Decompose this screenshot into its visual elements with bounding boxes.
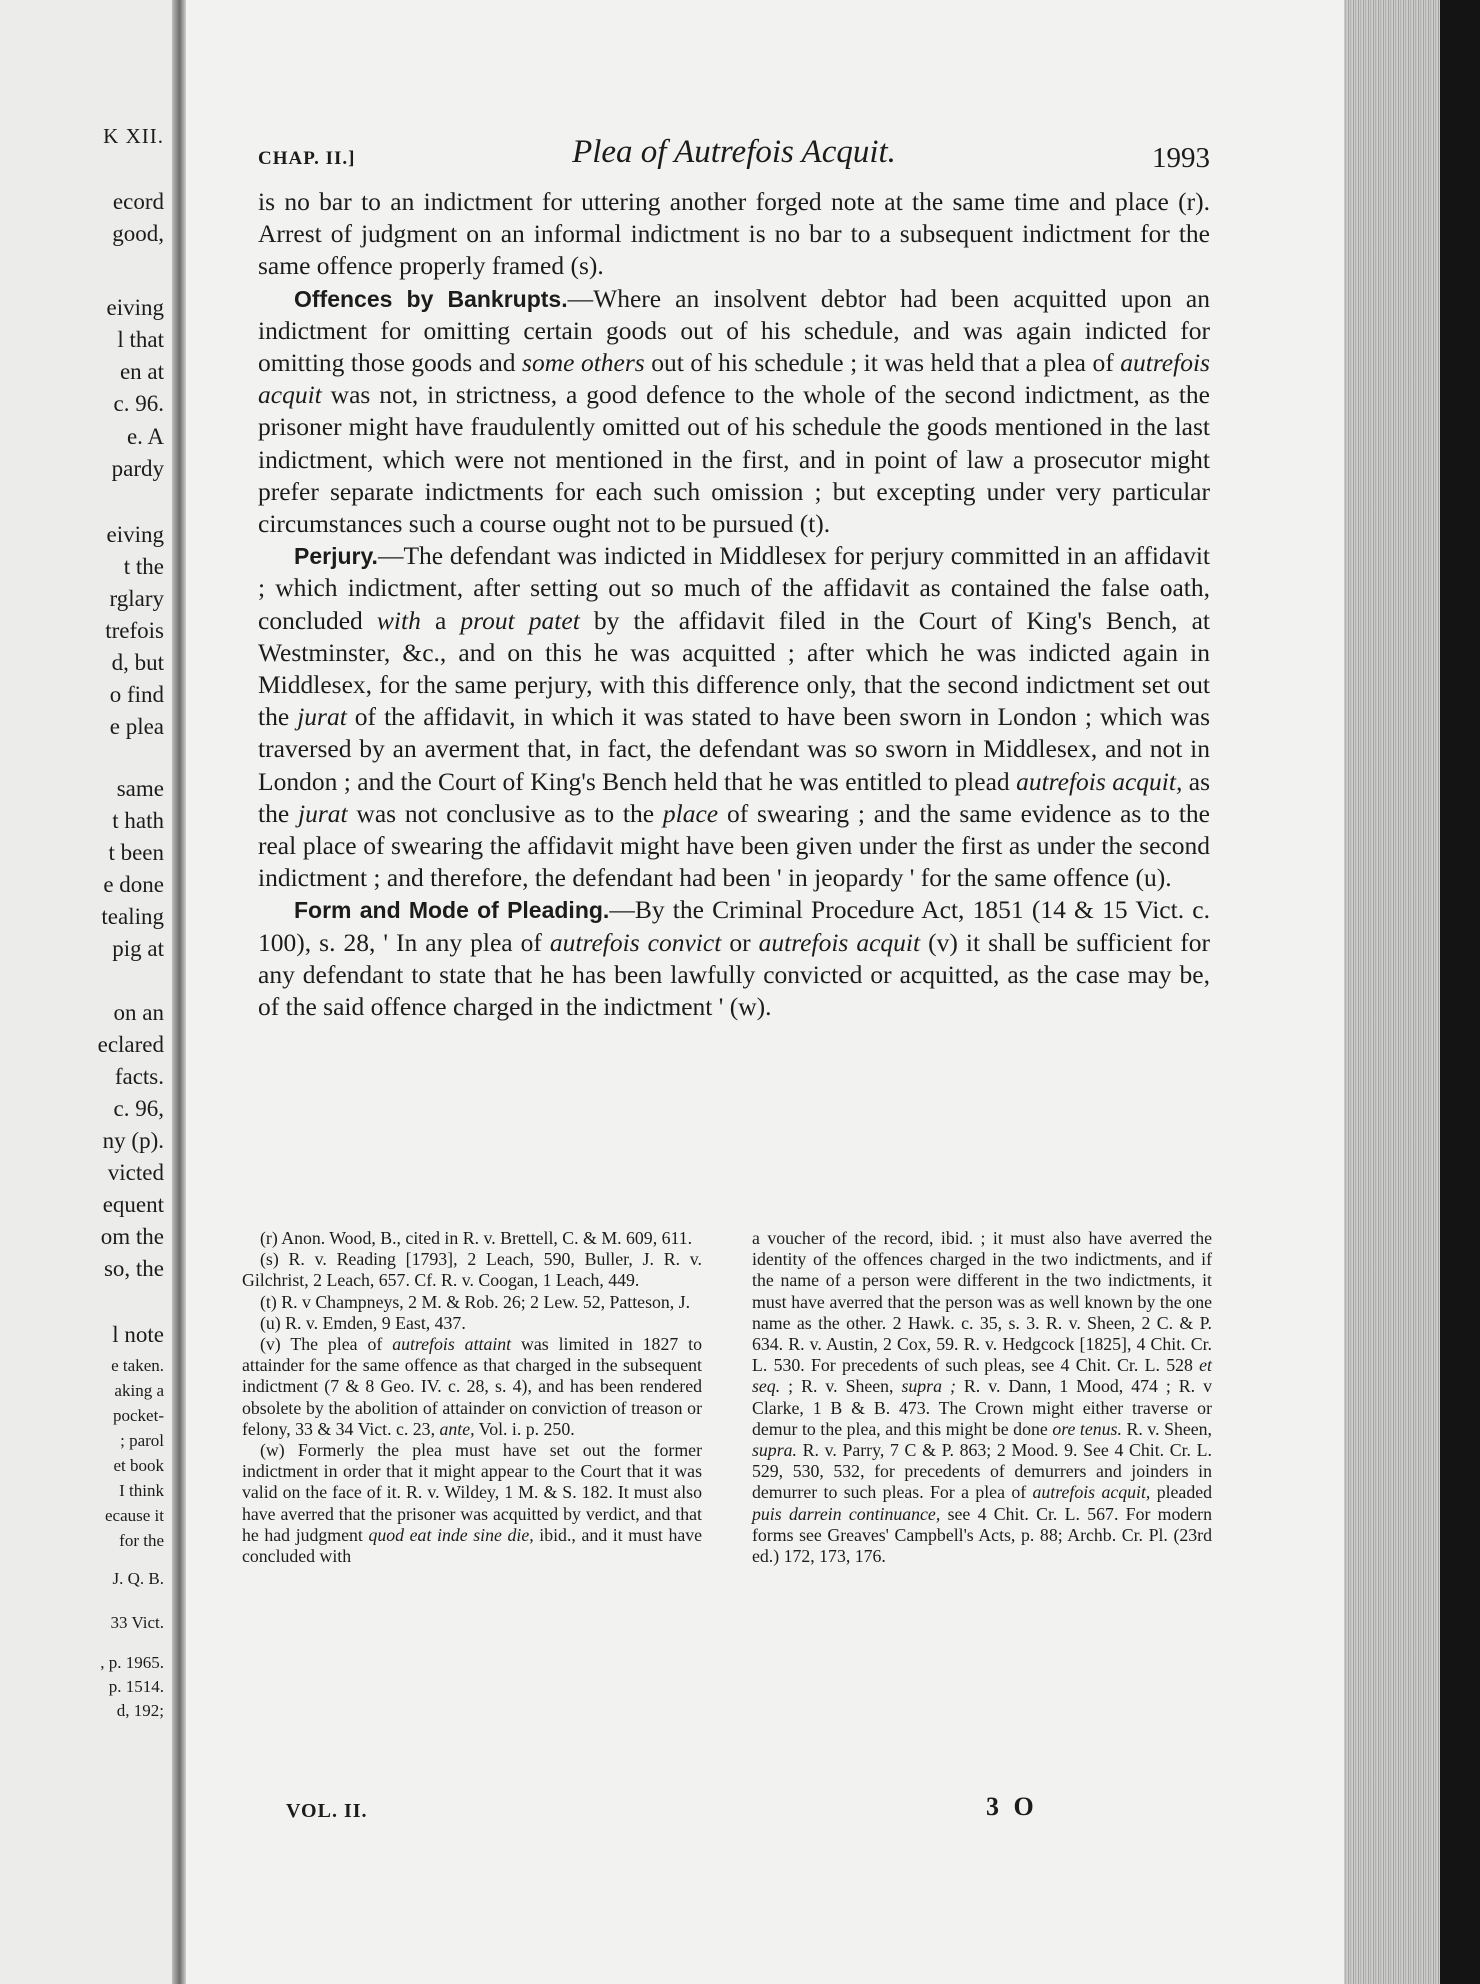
section-heading: Offences by Bankrupts.: [294, 285, 568, 312]
left-note-fragment: et book: [113, 1456, 164, 1475]
signature-mark: 3 O: [986, 1792, 1038, 1821]
footnote-t: (t) R. v Champneys, 2 M. & Rob. 26; 2 Lew. 52, Patteson, J.: [260, 1291, 691, 1312]
paragraph-offences-by-bankrupts: Offences by Bankrupts.—Where an insolvent debtor had been acquitted upon an indictment for omitting certain goods out of his schedule, and was again indicted for omitting those goods and some others out of his schedule ; it was held that a plea of autrefois acquit was not, in strictness, a good defence to the whole of the second indictment, as the prisoner might have fraudulently omitted out of his schedule the goods mentioned in the last indictment, which were not mentioned in the first, and in point of law a prosecutor might prefer separate indictments for each such omission ; but excepting under very particular circumstances such a course ought not to be pursued (t).: [258, 283, 1210, 539]
left-text-fragment: equent: [102, 1192, 164, 1217]
signature-volume: VOL. II.: [286, 1800, 368, 1822]
body-text: [258, 186, 1210, 1023]
left-text-fragment: eiving: [106, 295, 164, 320]
left-text-fragment: t the: [123, 554, 164, 579]
left-running-head: K XII.: [103, 124, 164, 148]
left-text-fragment: on an: [113, 1000, 164, 1025]
left-note-fragment: I think: [119, 1481, 164, 1500]
left-note-fragment: for the: [119, 1531, 164, 1550]
left-text-fragment: pardy: [111, 456, 164, 481]
footnote-r: (r) Anon. Wood, B., cited in R. v. Brettell, C. & M. 609, 611.: [260, 1228, 693, 1248]
left-text-fragment: rglary: [109, 586, 164, 611]
left-text-fragment: c. 96.: [113, 391, 164, 416]
footnote-w: (w) Formerly the plea must have set out the former indictment in order that it might appear to the Court that it was valid on the face of it. R. v. Wildey, 1 M. & S. 182. It must also have averred that the prisoner was acquitted by verdict, and that he had judgment quod eat inde sine die, ibid., and it must have concluded with: [242, 1440, 703, 1567]
left-note-fragment: J. Q. B.: [112, 1569, 164, 1588]
left-text-fragment: o find: [109, 682, 164, 707]
left-text-fragment: t hath: [112, 808, 164, 833]
left-text-fragment: om the: [100, 1224, 164, 1249]
left-text-fragment: en at: [119, 359, 164, 384]
paragraph-continuation: is no bar to an indictment for uttering another forged note at the same time and place (r). Arrest of judgment on an informal indictment is no bar to a subsequent indictment for the same offence properly framed (s).: [258, 187, 1210, 281]
footnotes-left-column: [242, 1228, 702, 1567]
footnote-v: (v) The plea of autrefois attaint was limited in 1827 to attainder for the same offence as that charged in the subsequent indictment (7 & 8 Geo. IV. c. 28, s. 4), and has been rendered obsolete by the abolition of attainder on conviction of treason or felony, 33 & 34 Vict. c. 23, ante, Vol. i. p. 250.: [242, 1334, 702, 1439]
left-note-fragment: aking a: [114, 1381, 164, 1400]
footnote-w-continued: a voucher of the record, ibid. ; it must also have averred the identity of the offences charged in the two indictments, and if the name of a person were different in the two indictments, it must have averred that the person was as well known by the one name as the other. 2 Hawk. c. 35, s. 3. R. v. Sheen, 2 C. & P. 634. R. v. Austin, 2 Cox, 59. R. v. Hedgcock [1825], 4 Chit. Cr. L. 530. For precedents of such pleas, see 4 Chit. Cr. L. 528 et seq. ; R. v. Sheen, supra ; R. v. Dann, 1 Mood, 474 ; R. v Clarke, 1 B & B. 473. The Crown might either traverse or demur to the plea, and this might be done ore tenus. R. v. Sheen, supra. R. v. Parry, 7 C & P. 863; 2 Mood. 9. See 4 Chit. Cr. L. 529, 530, 532, for precedents of demurrers and joinders in demurrer to such pleas. For a plea of autrefois acquit, pleaded puis darrein continuance, see 4 Chit. Cr. L. 567. For modern forms see Greaves' Campbell's Acts, p. 88; Archb. Cr. Pl. (23rd ed.) 172, 173, 176.: [752, 1228, 1212, 1567]
left-note-fragment: ecause it: [105, 1506, 164, 1525]
left-text-fragment: e plea: [109, 714, 164, 739]
left-text-fragment: ecord: [112, 189, 164, 214]
left-page: [0, 0, 172, 1984]
left-text-fragment: so, the: [103, 1256, 164, 1281]
page-number: 1993: [1152, 142, 1210, 174]
left-text-fragment: good,: [112, 221, 164, 246]
left-note-fragment: e taken.: [111, 1356, 164, 1375]
left-text-fragment: eiving: [106, 522, 164, 547]
left-note-fragment: 33 Vict.: [110, 1613, 164, 1632]
left-note-fragment: p. 1514.: [108, 1677, 164, 1696]
left-text-fragment: c. 96,: [113, 1096, 164, 1121]
paragraph-form-and-mode-of-pleading: Form and Mode of Pleading.—By the Criminal Procedure Act, 1851 (14 & 15 Vict. c. 100), s. 28, ' In any plea of autrefois convict or autrefois acquit (v) it shall be sufficient for any defendant to state that he has been lawfully convicted or acquitted, as the case may be, of the said offence charged in the indictment ' (w).: [258, 895, 1210, 1022]
footnote-s: (s) R. v. Reading [1793], 2 Leach, 590, Buller, J. R. v. Gilchrist, 2 Leach, 657. Cf. R. v. Coogan, 1 Leach, 449.: [242, 1249, 702, 1291]
paragraph-perjury: Perjury.—The defendant was indicted in Middlesex for perjury committed in an affidavit ; which indictment, after setting out so much of the affidavit as contained the false oath, concluded with a prout patet by the affidavit filed in the Court of King's Bench, at Westminster, &c., and on this he was acquitted ; after which he was indicted again in Middlesex, for the same perjury, with this difference only, that the second indictment set out the jurat of the affidavit, in which it was stated to have been sworn in London ; which was traversed by an averment that, in fact, the defendant was so sworn in Middlesex, and not in London ; and the Court of King's Bench held that he was entitled to plead autrefois acquit, as the jurat was not conclusive as to the place of swearing ; and the same evidence as to the real place of swearing the affidavit might have been given under the first as under the second indictment ; and therefore, the defendant had been ' in jeopardy ' for the same offence (u).: [258, 541, 1210, 893]
left-text-fragment: pig at: [112, 936, 164, 961]
left-text-fragment: d, but: [111, 650, 164, 675]
page-title: Plea of Autrefois Acquit.: [572, 134, 896, 170]
left-text-fragment: l that: [117, 327, 164, 352]
main-page: [186, 0, 1344, 1984]
book-gutter: [172, 0, 186, 1984]
left-text-fragment: victed: [107, 1160, 164, 1185]
page-edges: [1344, 0, 1480, 1984]
chapter-label: CHAP. II.]: [258, 148, 356, 169]
left-text-fragment: t been: [108, 840, 164, 865]
section-heading: Perjury.: [294, 543, 378, 570]
left-text-fragment: facts.: [114, 1064, 164, 1089]
background-edge: [1440, 0, 1480, 1984]
left-note-fragment: , p. 1965.: [100, 1653, 164, 1672]
left-text-fragment: trefois: [105, 618, 164, 643]
left-note-fragment: d, 192;: [116, 1701, 164, 1720]
footnote-u: (u) R. v. Emden, 9 East, 437.: [260, 1312, 466, 1333]
left-text-fragment: tealing: [101, 904, 164, 929]
left-text-fragment: l note: [112, 1322, 164, 1347]
left-text-fragment: same: [116, 776, 164, 801]
section-heading: Form and Mode of Pleading.: [294, 897, 610, 924]
footnotes-right-column: [752, 1228, 1212, 1567]
left-note-fragment: pocket-: [113, 1406, 164, 1425]
left-text-fragment: ny (p).: [102, 1128, 164, 1153]
left-note-fragment: ; parol: [120, 1431, 164, 1450]
running-head: [258, 134, 1210, 184]
left-text-fragment: eclared: [97, 1032, 164, 1057]
left-text-fragment: e. A: [126, 424, 164, 449]
left-text-fragment: e done: [103, 872, 164, 897]
